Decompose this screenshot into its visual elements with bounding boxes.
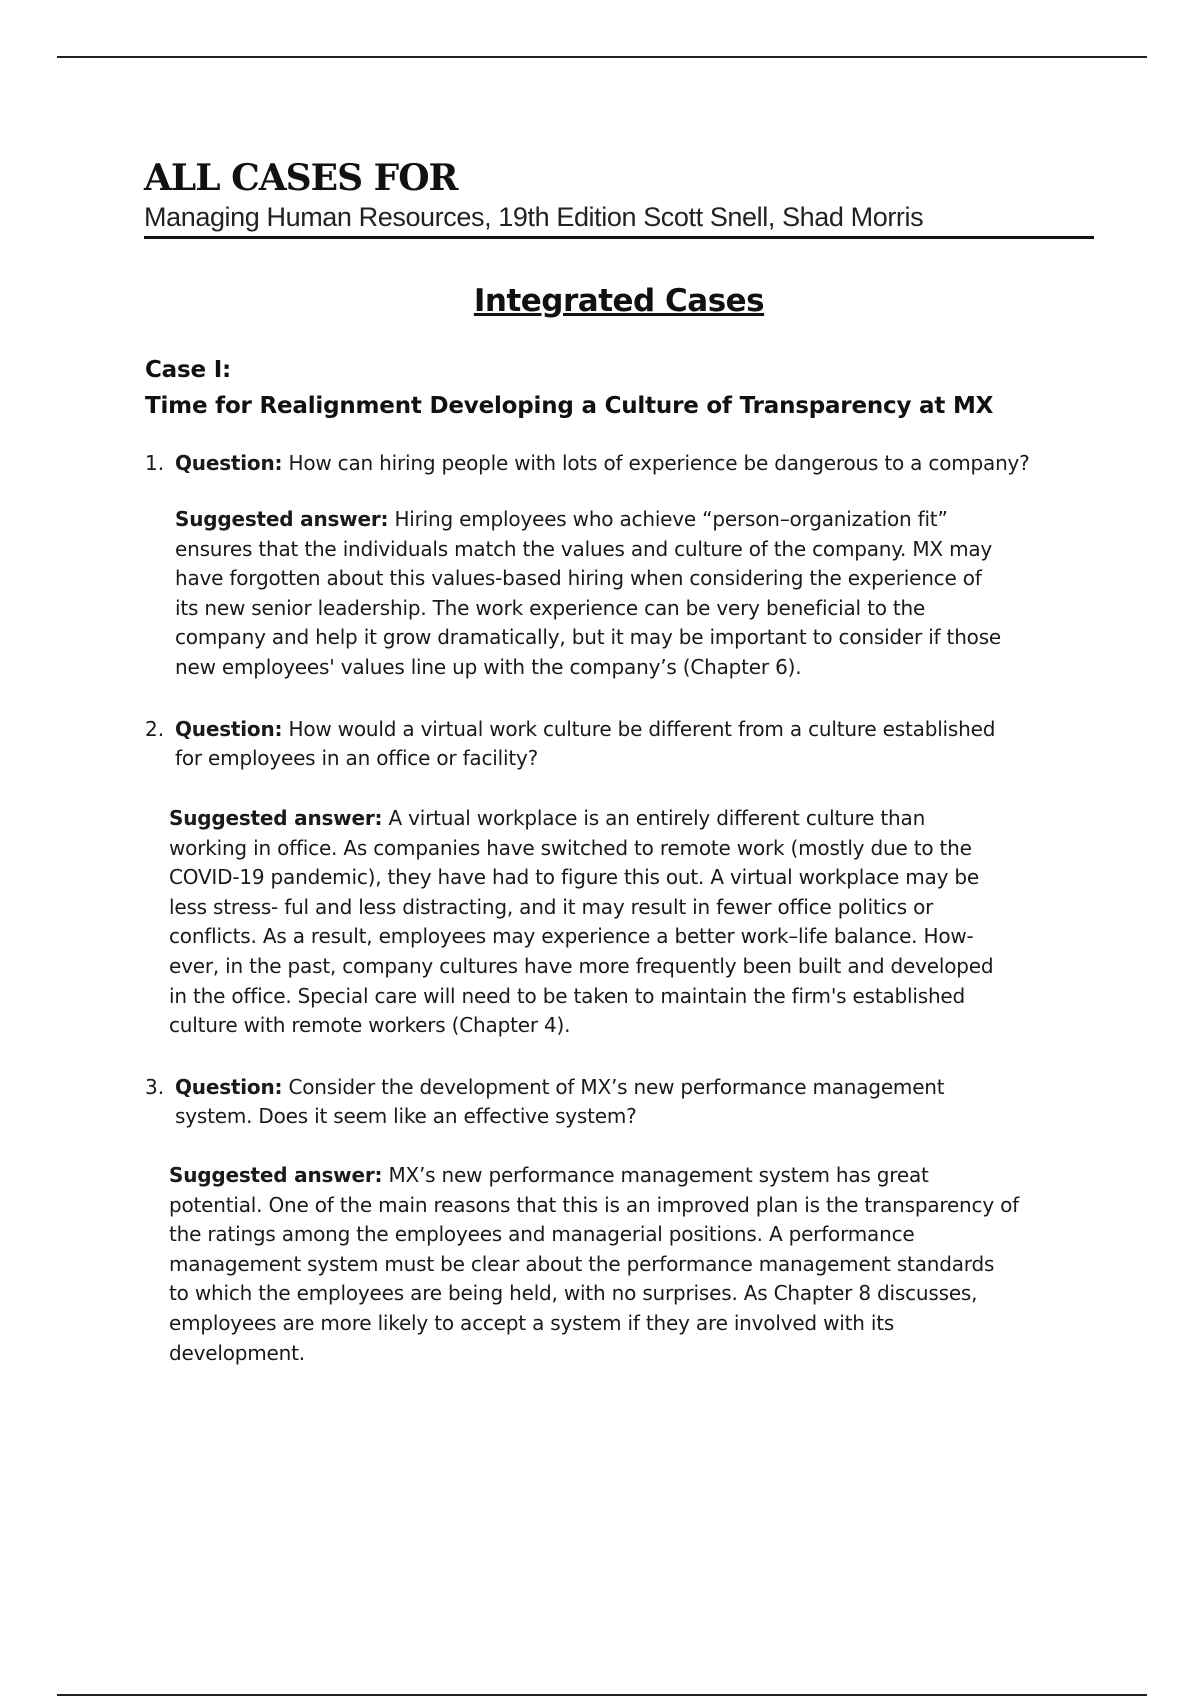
top-divider	[57, 56, 1147, 58]
question-number: 2.	[145, 717, 165, 741]
case-title: Time for Realignment Developing a Culture of Transparency at MX	[145, 393, 994, 419]
document-kicker: ALL CASES FOR	[144, 157, 458, 199]
question-text	[175, 1073, 965, 1131]
question-label: Question:	[175, 717, 283, 741]
document-header	[144, 158, 1094, 239]
case-heading	[145, 352, 1085, 424]
answer-body: A virtual workplace is an entirely different culture than working in office. As companies have switched to remote work (mostly due to the COVID-19 pandemic), they have had to figure this out. A virtual workplace may be less stress- ful and less distracting, and it may result in fewer office politics or conflicts. As a result, employees may experience a better work–life balance. How- ever, in the past, company cultures have more frequently been built and developed in the office. Special care will need to be taken to maintain the firm's established culture with remote workers (Chapter 4).	[169, 806, 994, 1038]
question-body: Consider the development of MX’s new performance management system. Does it seem like an effective system?	[175, 1075, 945, 1128]
section-title: Integrated Cases	[473, 283, 765, 319]
document-subtitle: Managing Human Resources, 19th Edition Scott Snell, Shad Morris	[144, 200, 1094, 239]
question-number: 1.	[145, 451, 165, 475]
bottom-divider	[57, 1694, 1147, 1696]
case-label: Case I:	[145, 357, 232, 383]
question-label: Question:	[175, 1075, 283, 1099]
question-label: Question:	[175, 451, 283, 475]
qa-item-3	[145, 1073, 1045, 1131]
qa-item-1	[145, 449, 1045, 478]
answer-block-3	[169, 1161, 1019, 1368]
question-number: 3.	[145, 1075, 165, 1099]
question-body: How can hiring people with lots of experience be dangerous to a company?	[288, 451, 1030, 475]
answer-block-2	[169, 804, 999, 1041]
answer-label: Suggested answer:	[175, 507, 389, 531]
question-text	[175, 449, 1045, 478]
question-body: How would a virtual work culture be different from a culture established for employees in an office or facility?	[175, 717, 996, 770]
answer-body: Hiring employees who achieve “person–organization fit” ensures that the individuals match the values and culture of the company. MX may have forgotten about this values-based hiring when considering the experience of its new senior leadership. The work experience can be very beneficial to the company and help it grow dramatically, but it may be important to consider if those new employees' values line up with the company’s (Chapter 6).	[175, 507, 1002, 679]
answer-label: Suggested answer:	[169, 806, 383, 830]
answer-label: Suggested answer:	[169, 1163, 383, 1187]
qa-item-2	[145, 715, 1045, 773]
question-text	[175, 715, 1005, 773]
answer-body: MX’s new performance management system has great potential. One of the main reasons that this is an improved plan is the transparency of the ratings among the employees and managerial positions. A performance management system must be clear about the performance management standards to which the employees are being held, with no surprises. As Chapter 8 discusses, employees are more likely to accept a system if they are involved with its development.	[169, 1163, 1020, 1365]
answer-block-1	[175, 505, 1005, 683]
